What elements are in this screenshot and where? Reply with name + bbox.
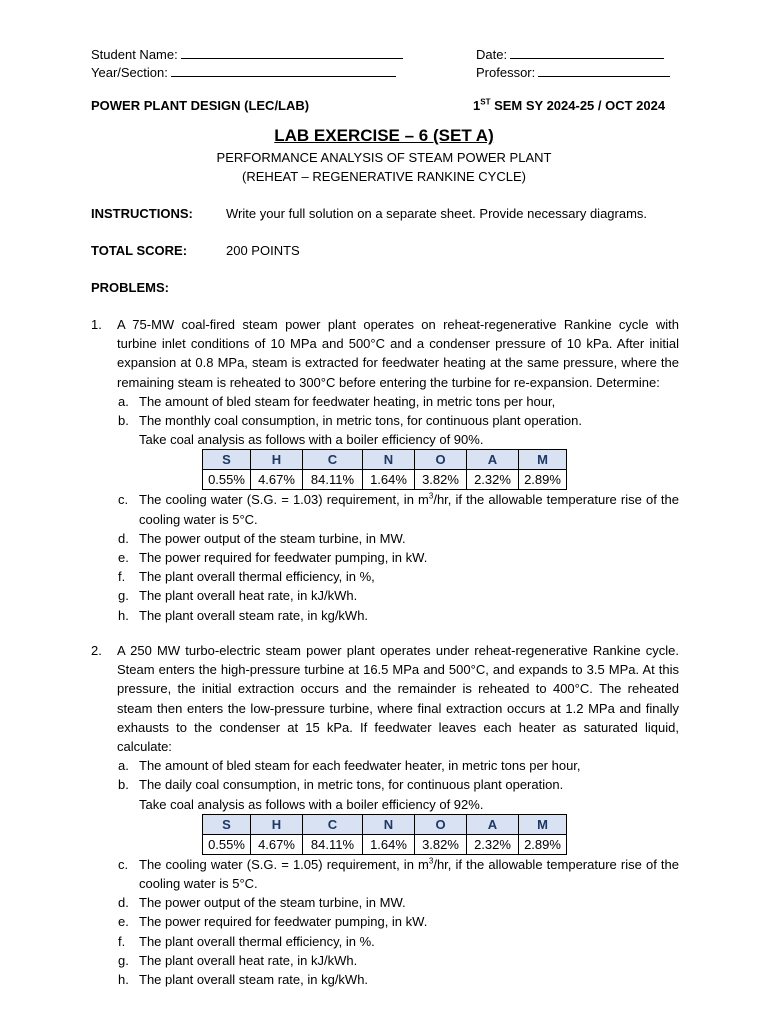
table-cell: 2.89% <box>519 834 567 854</box>
table-cell: 4.67% <box>251 834 303 854</box>
problem-statement: A 75-MW coal-fired steam power plant operates on reheat-regenerative Rankine cycle with turbine inlet conditions of 10 MPa and 500°C and a condenser pressure of 10 kPa. After initial expansion at 0.8 MPa, steam is extracted for feedwater heating at the same pressure, where the remaining steam is reheated to 300°C before entering the turbine for re-expansion. Determine: <box>117 317 679 390</box>
total-score-value: 200 POINTS <box>226 243 300 258</box>
table-cell: 4.67% <box>251 470 303 490</box>
item-letter: g. <box>118 588 129 604</box>
table-header-cell: O <box>415 450 467 470</box>
list-item <box>91 392 679 411</box>
problem-statement: A 250 MW turbo-electric steam power plant operates under reheat-regenerative Rankine cycle. Steam enters the high-pressure turbine at 16.5 MPa and 500°C, and expands to 3.5 MPa. At this pressure, the initial extraction occurs and the remainder is reheated to 400°C. The reheated steam then enters the low-pressure turbine, where final extraction occurs at 1.2 MPa and finally exhausts to the condenser at 15 kPa. If feedwater leaves each heater as saturated liquid, calculate: <box>117 643 679 755</box>
table-header-cell: S <box>203 814 251 834</box>
total-score-label: TOTAL SCORE: <box>91 243 188 258</box>
problem-1 <box>91 315 679 625</box>
course-title: POWER PLANT DESIGN (LEC/LAB) <box>91 98 310 113</box>
table-header-cell: H <box>251 814 303 834</box>
date-field <box>476 46 664 62</box>
item-text: The power output of the steam turbine, in MW. <box>139 530 406 546</box>
superscript: 3 <box>428 492 434 502</box>
list-item <box>91 970 679 989</box>
table-header-cell: H <box>251 450 303 470</box>
item-text-end: /hr, if the allowable temperature rise of the cooling water is 5°C. <box>139 492 679 527</box>
table-header-cell: M <box>519 814 567 834</box>
item-text-end: /hr, if the allowable temperature rise of the cooling water is 5°C. <box>139 856 679 892</box>
list-item <box>91 548 679 567</box>
table-cell: 3.82% <box>415 834 467 854</box>
table-cell: 0.55% <box>203 470 251 490</box>
item-letter: c. <box>118 856 129 872</box>
problem-number: 1. <box>91 317 102 332</box>
item-letter: f. <box>118 933 126 949</box>
item-text: The plant overall heat rate, in kJ/kWh. <box>139 952 358 968</box>
list-item <box>91 586 679 605</box>
item-letter: a. <box>118 758 129 774</box>
instructions-text: Write your full solution on a separate sheet. Provide necessary diagrams. <box>226 206 648 221</box>
item-letter: g. <box>118 952 129 968</box>
item-letter: b. <box>118 413 129 429</box>
list-item <box>91 932 679 951</box>
table-header-cell: N <box>363 450 415 470</box>
professor-field <box>476 64 670 80</box>
item-text: The plant overall steam rate, in kg/kWh. <box>139 607 369 623</box>
semester-text: SEM SY 2024-25 / OCT 2024 <box>490 98 666 113</box>
item-text: The power required for feedwater pumping, in kW. <box>139 550 428 566</box>
table-cell: 2.32% <box>467 470 519 490</box>
list-item <box>91 893 679 912</box>
table-header-cell: N <box>363 814 415 834</box>
item-text-start: The cooling water (S.G. = 1.03) requirement, in m <box>139 492 429 508</box>
professor-line[interactable] <box>538 64 670 77</box>
table-header-cell: C <box>303 814 363 834</box>
item-text: The daily coal consumption, in metric tons, for continuous plant operation. <box>139 777 564 793</box>
superscript: 3 <box>428 856 434 866</box>
list-item <box>91 567 679 586</box>
year-section-line[interactable] <box>171 64 396 77</box>
item-letter: d. <box>118 895 129 911</box>
table-header-cell: A <box>467 450 519 470</box>
list-item <box>91 855 679 893</box>
semester-number: 1 <box>473 98 481 113</box>
table-cell: 2.32% <box>467 834 519 854</box>
problem-2 <box>91 641 679 989</box>
item-text: The monthly coal consumption, in metric tons, for continuous plant operation. <box>139 413 582 429</box>
list-item <box>91 529 679 548</box>
item-letter: h. <box>118 607 129 623</box>
problem-number: 2. <box>91 643 102 658</box>
item-letter: e. <box>118 914 129 930</box>
table-header-cell: S <box>203 450 251 470</box>
problems-label: PROBLEMS: <box>91 280 169 295</box>
semester-info <box>473 98 665 113</box>
item-text: The plant overall thermal efficiency, in %. <box>139 933 375 949</box>
list-item <box>91 951 679 970</box>
coal-analysis-table <box>202 449 567 490</box>
list-item <box>91 490 679 528</box>
table-cell: 1.64% <box>363 470 415 490</box>
table-cell: 84.11% <box>303 470 363 490</box>
list-item <box>91 775 679 794</box>
professor-label: Professor: <box>476 65 536 80</box>
year-section-field <box>91 64 396 80</box>
lab-subtitle: PERFORMANCE ANALYSIS OF STEAM POWER PLANT <box>216 150 552 165</box>
item-letter: h. <box>118 972 129 988</box>
list-item <box>91 756 679 775</box>
item-letter: d. <box>118 530 129 546</box>
list-item <box>91 912 679 931</box>
table-header-cell: C <box>303 450 363 470</box>
item-text: The plant overall thermal efficiency, in %, <box>139 569 375 585</box>
item-text: The amount of bled steam for each feedwater heater, in metric tons per hour, <box>139 758 581 774</box>
lab-subtitle-cycle: (REHEAT – REGENERATIVE RANKINE CYCLE) <box>242 169 526 184</box>
item-letter: a. <box>118 393 129 409</box>
list-item <box>91 606 679 625</box>
date-line[interactable] <box>510 46 664 59</box>
item-text: The power required for feedwater pumping, in kW. <box>139 914 428 930</box>
item-letter: c. <box>118 492 129 508</box>
item-letter: b. <box>118 777 129 793</box>
table-cell: 3.82% <box>415 470 467 490</box>
semester-ordinal: ST <box>480 97 491 107</box>
year-section-label: Year/Section: <box>91 65 168 80</box>
instructions-label: INSTRUCTIONS: <box>91 206 193 221</box>
lab-exercise-title: LAB EXERCISE – 6 (SET A) <box>274 126 494 145</box>
item-text: The power output of the steam turbine, in MW. <box>139 895 406 911</box>
coal-analysis-note: Take coal analysis as follows with a boiler efficiency of 92%. <box>139 796 484 812</box>
student-name-line[interactable] <box>181 46 403 59</box>
item-letter: f. <box>118 569 126 585</box>
coal-analysis-note: Take coal analysis as follows with a boiler efficiency of 90%. <box>139 432 484 448</box>
table-cell: 84.11% <box>303 834 363 854</box>
coal-analysis-table <box>202 814 567 855</box>
student-name-label: Student Name: <box>91 47 178 62</box>
item-text: The plant overall steam rate, in kg/kWh. <box>139 972 369 988</box>
item-text: The amount of bled steam for feedwater heating, in metric tons per hour, <box>139 393 556 409</box>
table-cell: 2.89% <box>519 470 567 490</box>
table-header-cell: O <box>415 814 467 834</box>
item-letter: e. <box>118 550 129 566</box>
student-name-field <box>91 46 403 62</box>
table-header-cell: M <box>519 450 567 470</box>
item-text-start: The cooling water (S.G. = 1.05) requirement, in m <box>139 856 429 872</box>
list-item <box>91 411 679 430</box>
item-text: The plant overall heat rate, in kJ/kWh. <box>139 588 358 604</box>
table-cell: 0.55% <box>203 834 251 854</box>
table-header-cell: A <box>467 814 519 834</box>
table-cell: 1.64% <box>363 834 415 854</box>
date-label: Date: <box>476 47 508 62</box>
